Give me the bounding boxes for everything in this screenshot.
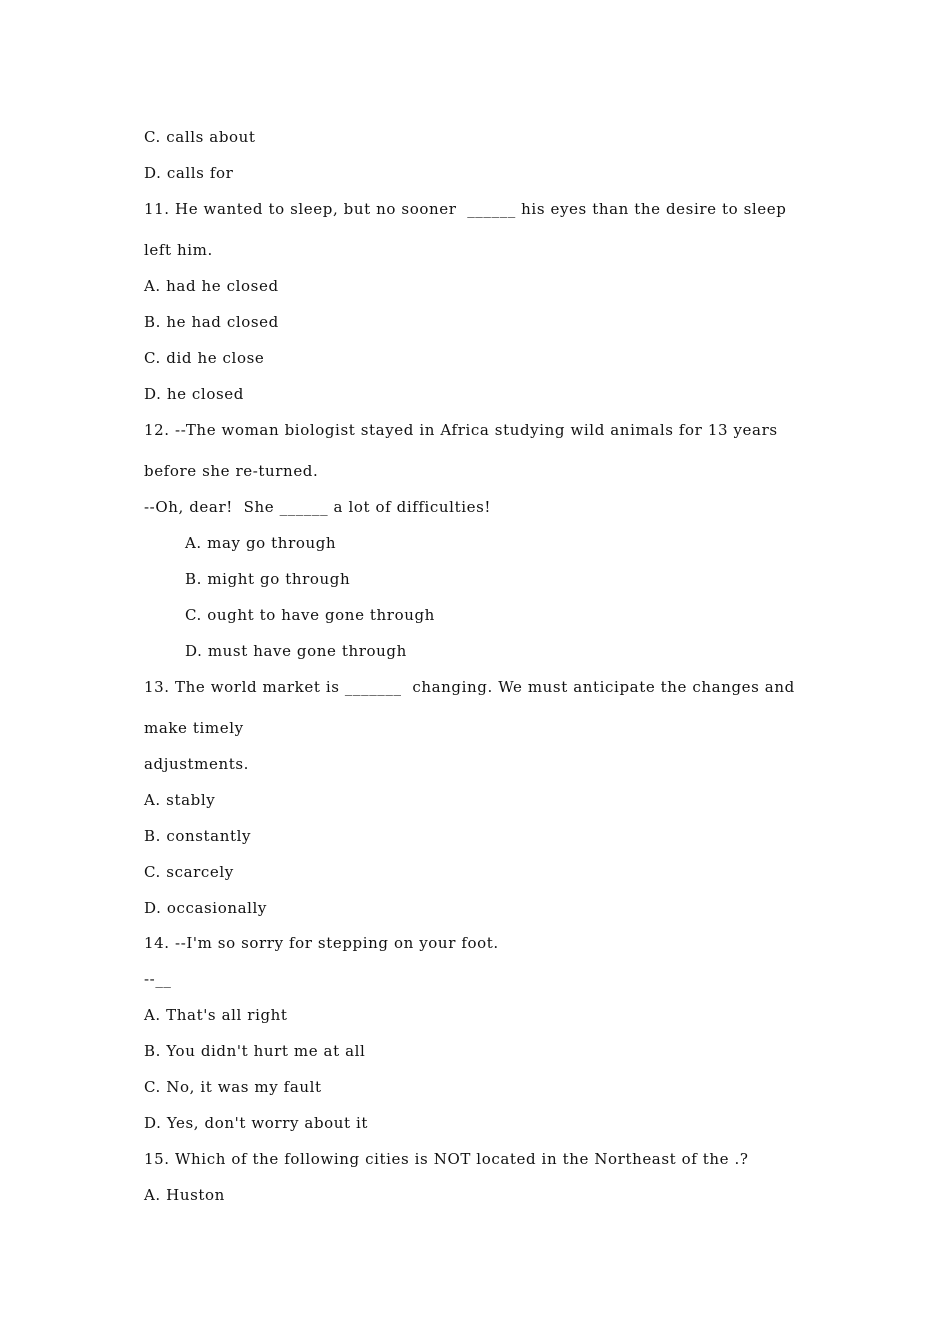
question-15: 15. Which of the following cities is NOT located in the Northeast of the .? xyxy=(144,1150,749,1168)
question-14: 14. --I'm so sorry for stepping on your foot. xyxy=(144,934,499,952)
option-12-c: C. ought to have gone through xyxy=(185,606,435,624)
option-14-c: C. No, it was my fault xyxy=(144,1078,322,1096)
question-12: 12. --The woman biologist stayed in Africa studying wild animals for 13 years xyxy=(144,421,778,439)
option-14-d: D. Yes, don't worry about it xyxy=(144,1114,369,1132)
option-13-c: C. scarcely xyxy=(144,863,234,881)
option-14-b: B. You didn't hurt me at all xyxy=(144,1042,366,1060)
option-11-d: D. he closed xyxy=(144,385,244,403)
option-15-a: A. Huston xyxy=(144,1186,225,1204)
option-13-d: D. occasionally xyxy=(144,899,268,917)
option-13-a: A. stably xyxy=(144,791,216,809)
question-13-cont: make timely xyxy=(144,719,244,737)
question-11-cont: left him. xyxy=(144,241,213,259)
option-12-d: D. must have gone through xyxy=(185,642,407,660)
question-13: 13. The world market is _______ changing. We must anticipate the changes and xyxy=(144,678,795,696)
option-12-b: B. might go through xyxy=(185,570,351,588)
option-14-a: A. That's all right xyxy=(144,1006,288,1024)
option-13-b: B. constantly xyxy=(144,827,252,845)
question-12-cont: before she re-turned. xyxy=(144,462,319,480)
option-12-a: A. may go through xyxy=(185,534,337,552)
option-11-b: B. he had closed xyxy=(144,313,279,331)
option-11-c: C. did he close xyxy=(144,349,265,367)
option-10-d: D. calls for xyxy=(144,164,234,182)
option-10-c: C. calls about xyxy=(144,128,256,146)
option-11-a: A. had he closed xyxy=(144,277,279,295)
question-11: 11. He wanted to sleep, but no sooner ______ his eyes than the desire to sleep xyxy=(144,200,787,218)
question-12-reply: --Oh, dear! She ______ a lot of difficulties! xyxy=(144,498,492,516)
question-13-cont-2: adjustments. xyxy=(144,755,250,773)
question-14-reply: --__ xyxy=(144,970,172,988)
